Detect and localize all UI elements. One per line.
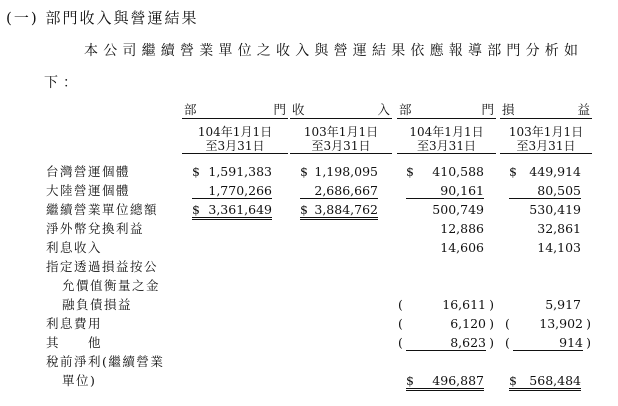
value-total-profit-103: 530,419 [529, 202, 581, 217]
underline-other-104: 8,623 [406, 335, 486, 351]
value-total-profit-104: 500,749 [432, 202, 484, 217]
value-taiwan-profit-103: $ 449,914 [509, 164, 581, 179]
col-header-revenue: 收 入 [292, 102, 390, 117]
underline-other-103: 914 [513, 335, 583, 351]
value-pretax-103: $ 568,484 [509, 373, 581, 391]
col-header-profit: 損 益 [502, 102, 590, 117]
row-label-interest-expense: 利息費用 [46, 316, 103, 331]
value-fvtpl-103: 5,917 [545, 297, 581, 312]
row-label-other: 其 他 [46, 335, 103, 350]
value-interest-income-104: 14,606 [440, 240, 484, 255]
value-pretax-104: $ 496,887 [406, 373, 484, 391]
value-taiwan-rev-104: $ 1,591,383 [192, 164, 272, 179]
value-interest-expense-103: ( 13,902 ) [505, 316, 591, 331]
section-heading: (一) 部門收入與營運結果 [6, 9, 199, 27]
value-other-104: ( 8,623 ) [398, 335, 494, 350]
period-header-4: 103年1月1日 至3月31日 [500, 125, 592, 154]
intro-text-line1: 本公司繼續營業單位之收入與營運結果依應報導部門分析如 [84, 43, 584, 59]
value-fx-profit-103: 32,861 [537, 221, 581, 236]
period-header-2: 103年1月1日 至3月31日 [290, 125, 392, 154]
value-total-rev-104: $ 3,361,649 [192, 202, 272, 220]
value-china-profit-104: 90,161 [406, 183, 484, 199]
col-header-dept-right: 部 門 [399, 102, 494, 117]
row-label-china: 大陸營運個體 [46, 183, 131, 198]
row-label-fvtpl-line1: 指定透過損益按公 [46, 259, 159, 274]
value-fx-profit-104: 12,886 [440, 221, 484, 236]
value-interest-expense-104: ( 6,120 ) [398, 316, 494, 331]
value-total-rev-103: $ 3,884,762 [300, 202, 378, 220]
row-label-fx-gain: 淨外幣兌換利益 [46, 221, 145, 236]
col-header-dept-left: 部 門 [184, 102, 286, 117]
value-interest-income-103: 14,103 [537, 240, 581, 255]
period-header-1: 104年1月1日 至3月31日 [182, 125, 288, 154]
value-china-rev-103: 2,686,667 [300, 183, 378, 199]
value-taiwan-rev-103: $ 1,198,095 [300, 164, 378, 179]
row-label-taiwan: 台灣營運個體 [46, 164, 131, 179]
row-label-pretax-line2: 單位) [62, 373, 97, 388]
row-label-fvtpl-line3: 融負債損益 [62, 297, 133, 312]
period-header-3: 104年1月1日 至3月31日 [397, 125, 496, 154]
row-label-fvtpl-line2: 允價值衡量之金 [62, 278, 161, 293]
intro-text-line2: 下： [44, 75, 82, 91]
value-other-103: ( 914 ) [505, 335, 591, 350]
value-taiwan-profit-104: $ 410,588 [406, 164, 484, 179]
value-fvtpl-104: ( 16,611 ) [398, 297, 494, 312]
value-china-rev-104: 1,770,266 [192, 183, 272, 199]
row-label-pretax-line1: 稅前淨利(繼續營業 [46, 354, 165, 369]
value-china-profit-103: 80,505 [509, 183, 581, 199]
row-label-continuing-total: 繼續營業單位總額 [46, 202, 159, 217]
row-label-interest-income: 利息收入 [46, 240, 103, 255]
